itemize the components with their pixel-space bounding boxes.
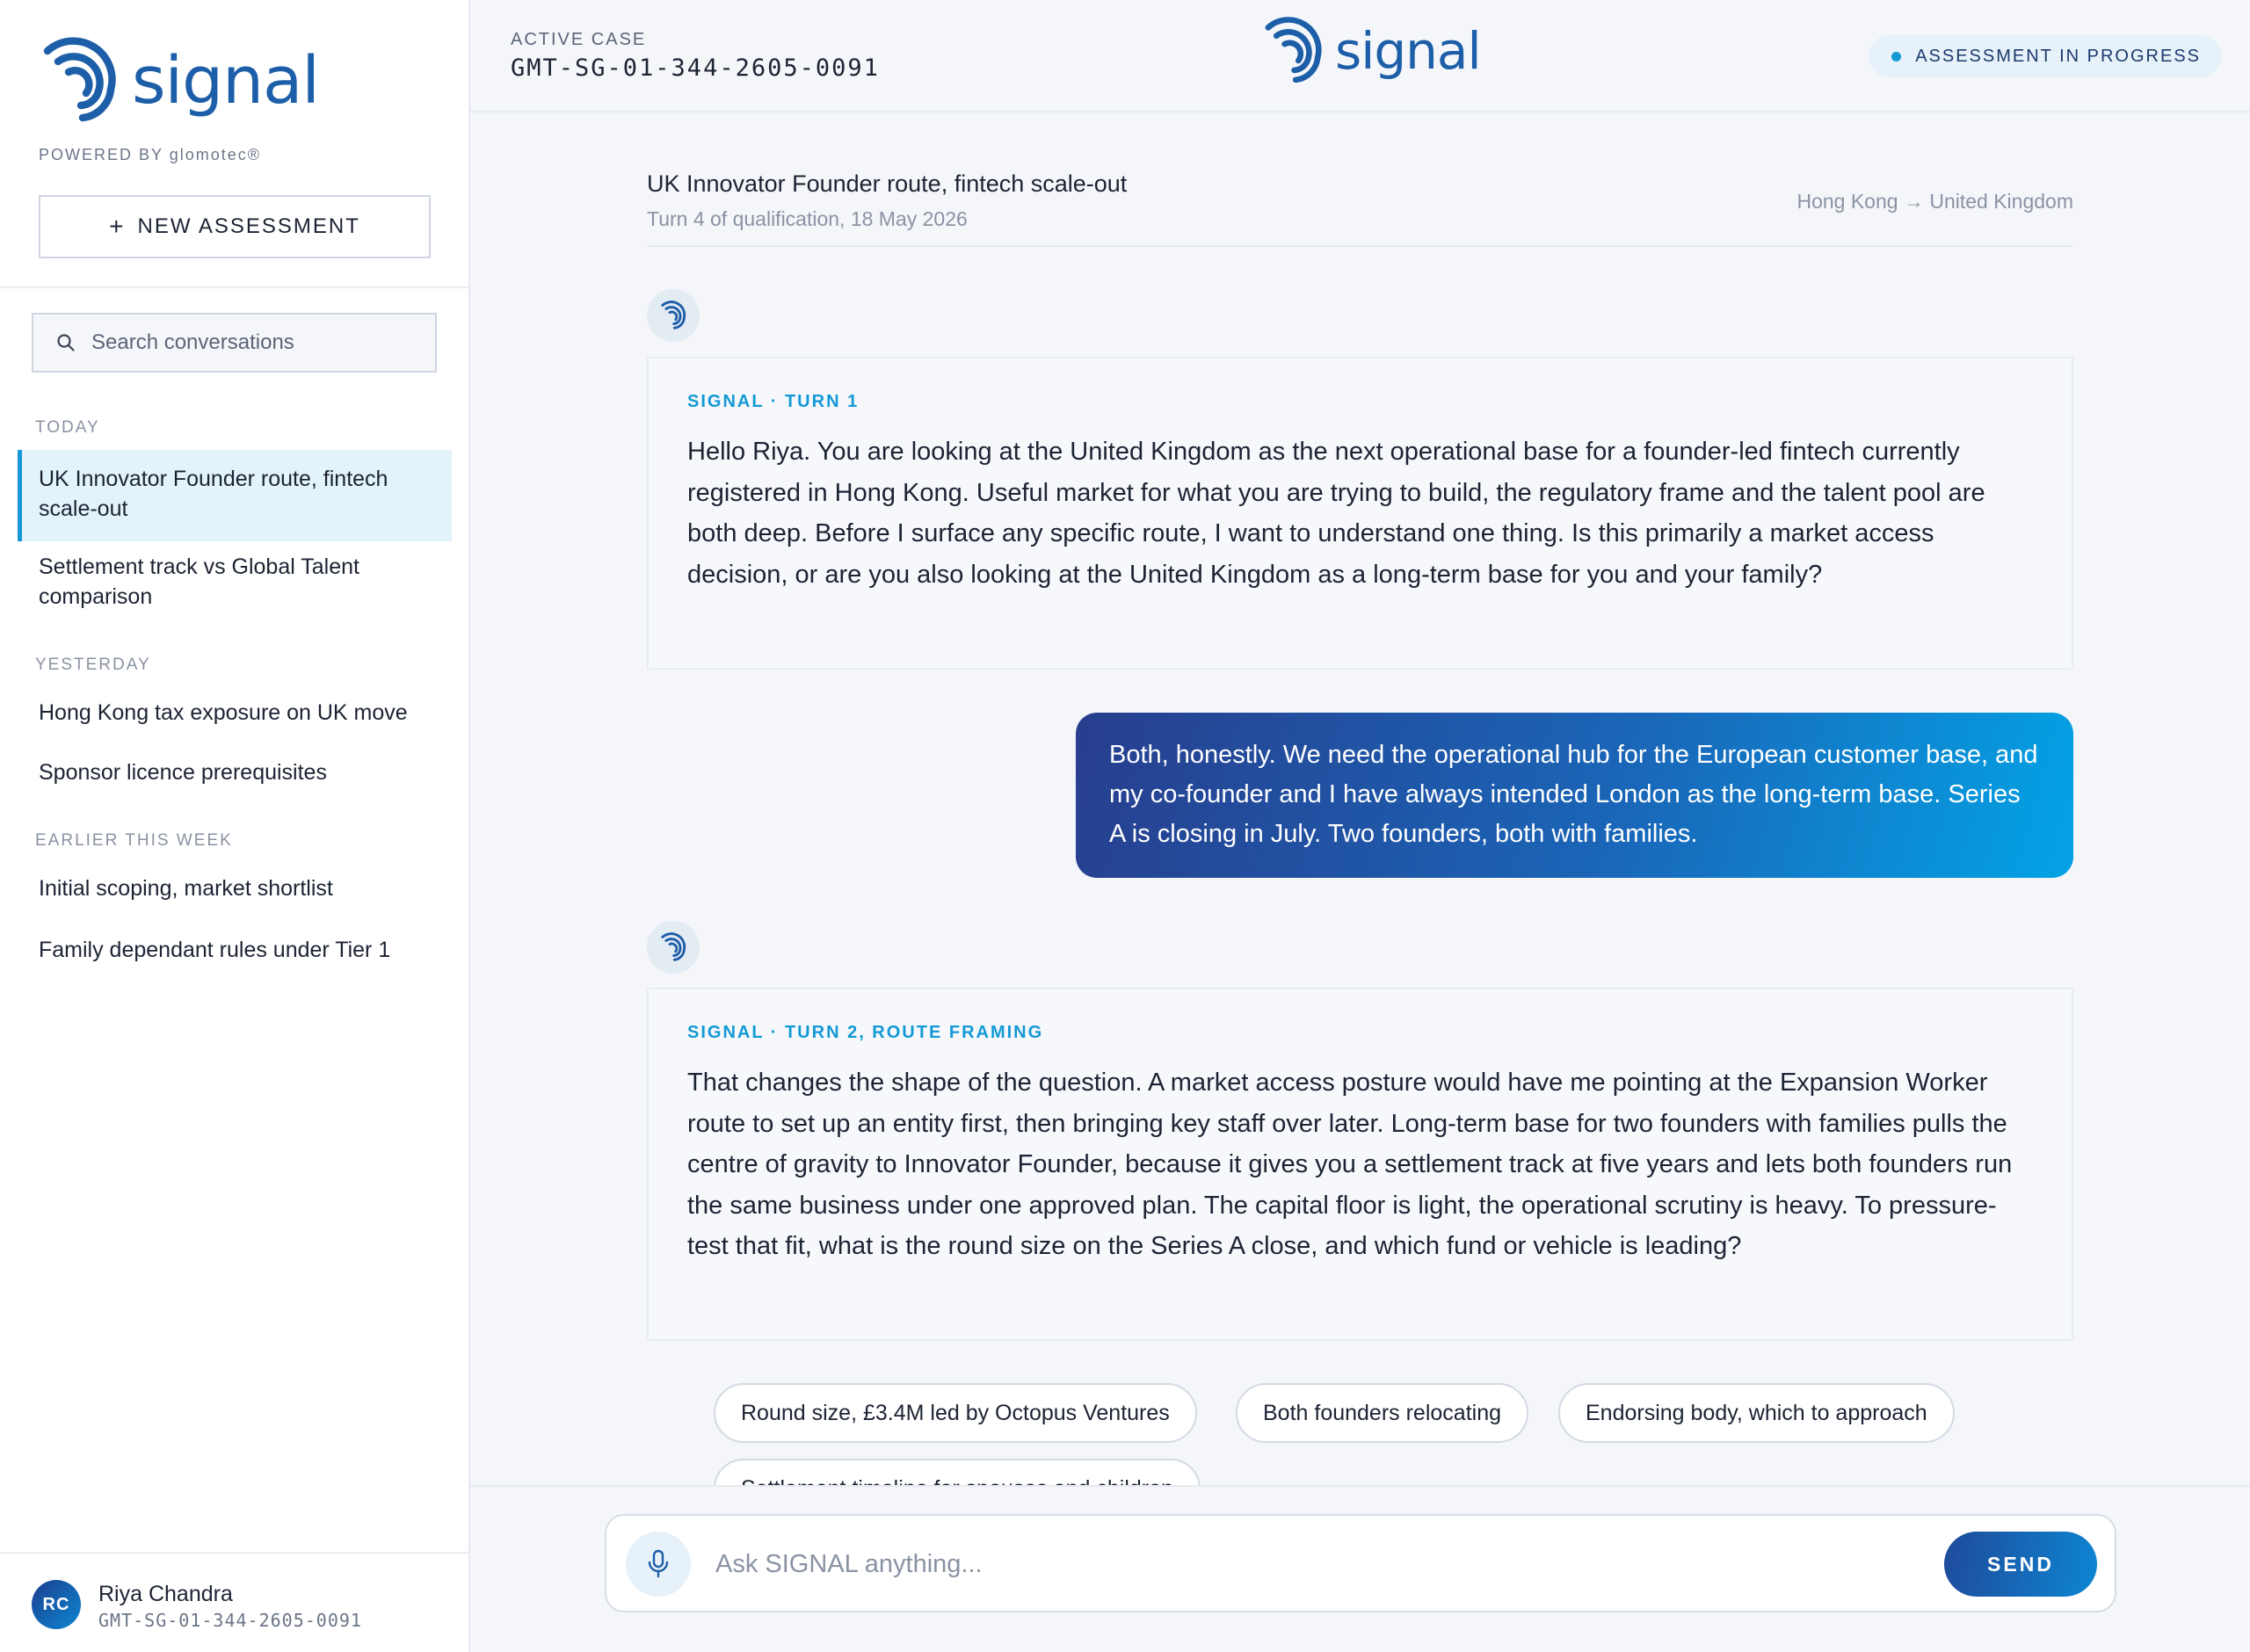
composer xyxy=(605,1514,2116,1612)
group-label-today: TODAY xyxy=(35,418,100,437)
sidebar xyxy=(0,0,470,1652)
group-label-yesterday: YESTERDAY xyxy=(35,656,151,674)
signal-avatar xyxy=(647,921,700,974)
conversation-item-title: Initial scoping, market shortlist xyxy=(39,876,333,901)
user-message xyxy=(1076,713,2073,878)
status-text: ASSESSMENT IN PROGRESS xyxy=(1915,46,2201,66)
conversation-item-title: Settlement track vs Global Talent comparison xyxy=(39,554,359,609)
suggestion-chip[interactable]: Both founders relocating xyxy=(1236,1383,1528,1443)
message-tag: SIGNAL · TURN 1 xyxy=(687,392,860,411)
route-indicator: Hong Kong → United Kingdom xyxy=(1796,190,2073,213)
conversation-item-title: Hong Kong tax exposure on UK move xyxy=(39,700,408,725)
suggestion-chip[interactable]: Endorsing body, which to approach xyxy=(1558,1383,1955,1443)
suggestion-chip[interactable]: Round size, £3.4M led by Octopus Ventures xyxy=(714,1383,1197,1443)
sidebar-divider xyxy=(0,286,470,288)
signal-logo-icon xyxy=(659,932,687,962)
top-header xyxy=(470,0,2250,112)
conversation-subtitle: Turn 4 of qualification, 18 May 2026 xyxy=(647,207,968,230)
status-badge xyxy=(1869,35,2222,77)
new-assessment-button[interactable] xyxy=(39,195,431,258)
conversation-item[interactable] xyxy=(18,698,452,728)
conversation-item[interactable] xyxy=(18,873,452,903)
microphone-icon xyxy=(647,1549,670,1579)
microphone-button[interactable] xyxy=(626,1532,691,1597)
conversation-item-title: Family dependant rules under Tier 1 xyxy=(39,938,391,962)
active-case-id: GMT-SG-01-344-2605-0091 xyxy=(511,54,880,82)
sidebar-brand xyxy=(39,37,319,125)
search-box xyxy=(32,313,437,373)
conversation-item-active[interactable] xyxy=(18,450,452,541)
header-brand xyxy=(1261,16,1481,86)
conversation-item[interactable] xyxy=(18,935,452,965)
user-name: Riya Chandra xyxy=(98,1582,233,1606)
signal-logo-icon xyxy=(1261,16,1325,86)
conversation-item[interactable] xyxy=(18,552,452,612)
user-profile[interactable] xyxy=(0,1552,470,1652)
brand-wordmark: signal xyxy=(132,43,319,119)
conversation-item-title: UK Innovator Founder route, fintech scale-out xyxy=(39,467,388,521)
search-input[interactable] xyxy=(91,330,425,355)
signal-logo-icon xyxy=(39,37,120,125)
message-tag: SIGNAL · TURN 2, ROUTE FRAMING xyxy=(687,1023,1044,1042)
message-text: Both, honestly. We need the operational hub for the European customer base, and my co-founder and I have always intended London as the long-term base. Series A is closing in July. Two founders, both with families. xyxy=(1109,741,2038,848)
message-input[interactable] xyxy=(715,1542,1840,1586)
avatar: RC xyxy=(32,1580,81,1629)
status-dot-icon xyxy=(1891,52,1901,62)
title-divider xyxy=(647,245,2073,247)
signal-message xyxy=(647,988,2073,1341)
message-text: That changes the shape of the question. A market access posture would have me pointing at the Expansion Worker route to set up an entity first, then bringing key staff over later. Long-term base for two founders with families pulls the centre of gravity to Innovator Founder, because it gives you a settlement track at five years and lets both founders run the same business under one approved plan. The capital floor is light, the operational scrutiny is heavy. To pressure-test that fit, what is the round size on the Series A close, and which fund or vehicle is leading? xyxy=(687,1069,2013,1260)
signal-logo-icon xyxy=(659,301,687,330)
powered-by: POWERED BY glomotec® xyxy=(39,146,261,163)
active-case-label: ACTIVE CASE xyxy=(511,30,647,49)
signal-message xyxy=(647,357,2073,670)
send-button[interactable]: SEND xyxy=(1944,1532,2097,1597)
conversation-item-title: Sponsor licence prerequisites xyxy=(39,760,327,785)
conversation-title: UK Innovator Founder route, fintech scale-out xyxy=(647,170,1128,197)
user-case-id: GMT-SG-01-344-2605-0091 xyxy=(98,1610,362,1631)
plus-icon: + xyxy=(109,213,126,240)
new-assessment-label: NEW ASSESSMENT xyxy=(137,214,360,238)
group-label-earlier: EARLIER THIS WEEK xyxy=(35,831,233,850)
search-icon xyxy=(56,333,76,352)
message-text: Hello Riya. You are looking at the United Kingdom as the next operational base for a founder-led fintech currently registered in Hong Kong. Useful market for what you are trying to build, the regulatory frame and the talent pool are both deep. Before I surface any specific route, I want to understand one thing. Is this primarily a market access decision, or are you also looking at the United Kingdom as a long-term base for you and your family? xyxy=(687,438,1985,589)
conversation-item[interactable] xyxy=(18,757,452,787)
signal-avatar xyxy=(647,289,700,342)
header-wordmark: signal xyxy=(1335,21,1481,81)
